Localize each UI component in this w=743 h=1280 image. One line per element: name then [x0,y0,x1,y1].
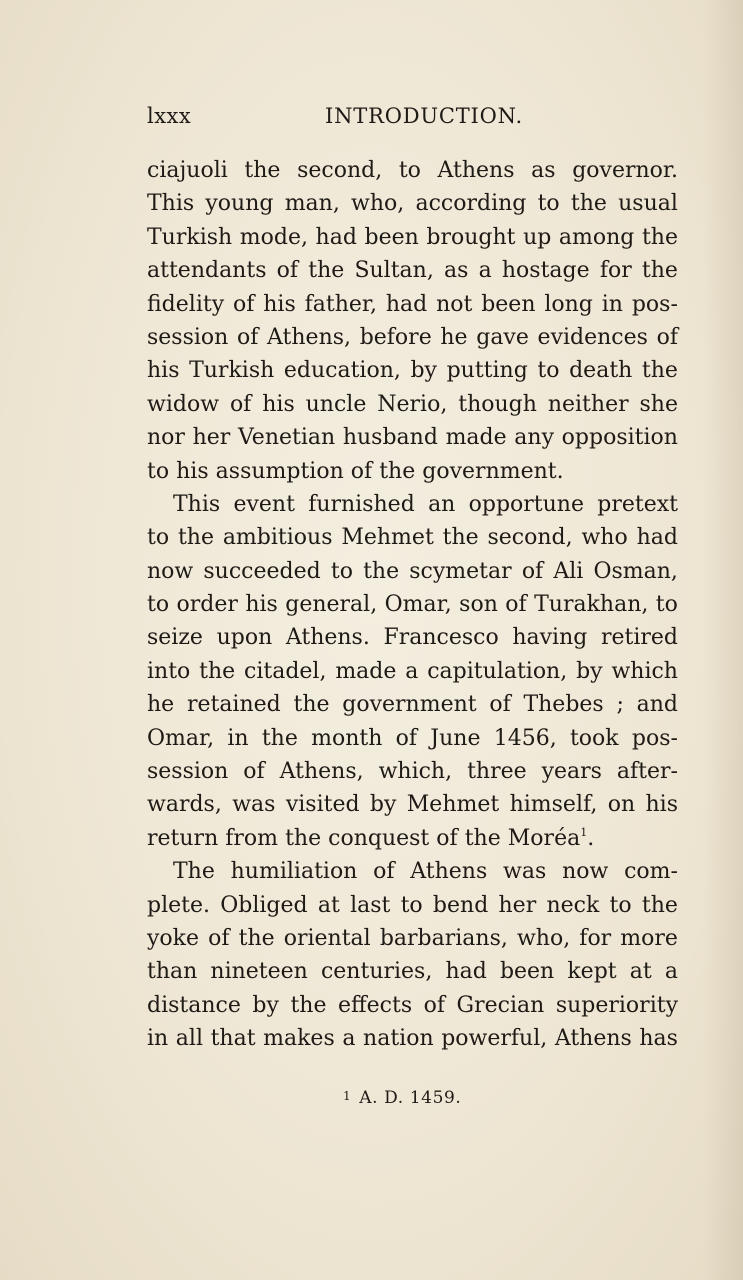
word: return [147,825,219,851]
text-line [147,555,678,588]
word: the [570,191,607,217]
word: father, [304,291,377,317]
text-line [147,922,678,955]
word: the [177,525,214,551]
word: among [558,224,635,250]
word: of [373,859,395,885]
word: mode, [239,224,308,250]
word: been [499,959,555,985]
word: seize [147,625,203,651]
word: her [192,425,231,451]
word: who, [351,191,405,217]
word: on [607,792,636,818]
word: opportune [468,491,584,517]
word: of [243,759,265,785]
word: in [227,725,249,751]
word: capitulation, [427,658,568,684]
word: Ali [553,558,584,584]
word: of [505,592,527,618]
word: as [444,258,469,284]
word: to [147,525,170,551]
word: the [199,658,236,684]
word: by [252,992,279,1018]
word: young [205,191,274,217]
footnote [343,1088,461,1108]
word: by [576,658,603,684]
word: government [342,692,477,718]
word: visited [285,792,360,818]
word: for [579,925,612,951]
word: Osman, [593,558,678,584]
word: to [147,458,170,484]
word: government. [422,458,564,484]
word: a [664,959,678,985]
word: usual [618,191,678,217]
word: pretext [597,491,678,517]
word: his [645,792,678,818]
text-line [147,154,678,187]
word: of [276,258,299,284]
word: the [379,458,416,484]
word: wards, [147,792,222,818]
word: retained [186,692,281,718]
text-line [147,221,678,254]
word: oriental [283,925,371,951]
word: of [350,458,373,484]
word: than [147,959,198,985]
word: had [636,525,678,551]
word: widow [147,391,220,417]
word: citadel, [244,658,327,684]
word: furnished [308,491,415,517]
text-line [147,521,678,554]
text-line [147,1022,678,1055]
word: Mehmet [341,525,434,551]
word: the [293,692,330,718]
word: pos- [631,291,678,317]
word: to [147,592,170,618]
word: according [415,191,527,217]
text-line [147,788,678,821]
word: in [601,291,623,317]
word: to [537,358,560,384]
word: Athens. [285,625,370,651]
word: Turkish [189,358,275,384]
word: at [317,892,340,918]
word: bend [432,892,489,918]
word: up [523,224,552,250]
word: three [467,759,527,785]
word: she [639,391,678,417]
word: his [176,458,209,484]
word: man, [284,191,340,217]
word: second, [487,525,573,551]
text-line [147,889,678,922]
word: brought [426,224,516,250]
word: Moréa$^1$. [507,825,595,851]
body-text [147,154,678,1056]
word: superiority [555,992,678,1018]
word: by [410,358,437,384]
word: neither [547,391,629,417]
word: now [147,558,194,584]
text-line [147,755,678,788]
text-line [147,187,678,220]
word: kept [567,959,617,985]
word: Athens [437,158,515,183]
page-header [147,104,677,134]
word: of [229,391,252,417]
word: to [330,558,353,584]
word: the [641,258,678,284]
word: of [656,324,678,350]
word: who, [516,925,571,951]
word: The [173,859,215,885]
word: the [244,158,281,183]
word: opposition [561,425,678,451]
word: the [641,892,678,918]
word: into [147,658,191,684]
word: to [398,158,421,183]
word: Nerio, [377,391,448,417]
word: the [641,224,678,250]
word: fidelity [147,291,225,317]
word: upon [216,625,273,651]
word: an [428,491,456,517]
word: assumption [215,458,344,484]
page-edge-shadow [703,0,743,1280]
word: of [395,725,418,751]
text-line [147,655,678,688]
word: the [285,825,322,851]
word: son [459,592,498,618]
footnote-mark: 1 [343,1089,352,1103]
word: This [147,191,195,217]
word: been [481,291,536,317]
word: com- [624,859,678,885]
word: scymetar [409,558,512,584]
word: husband [342,425,438,451]
word: succeeded [203,558,321,584]
word: of [489,692,511,718]
page-number: lxxx [147,104,192,128]
word: a [342,1026,356,1052]
word: not [436,291,473,317]
word: had [385,291,428,317]
word: by [369,792,397,818]
word: had [445,959,487,985]
word: order [176,592,238,618]
word: the [238,925,275,951]
word: Turakhan, [534,592,649,618]
word: ; [616,692,624,718]
word: of [232,291,255,317]
text-line [147,688,678,721]
word: event [233,491,295,517]
word: a [478,258,492,284]
footnote-reference: 1 [580,825,588,839]
word: took [569,725,619,751]
word: been [364,224,419,250]
word: yoke [147,925,200,951]
text-line [147,855,678,888]
word: This [173,491,221,517]
running-title: INTRODUCTION. [325,104,523,128]
word: Grecian [456,992,545,1018]
word: distance [147,992,241,1018]
word: nineteen [210,959,308,985]
word: powerful, [441,1026,548,1052]
word: makes [263,1026,335,1052]
text-line [147,955,678,988]
word: conquest [328,825,430,851]
word: which, [378,759,453,785]
word: gave [476,324,529,350]
word: Thebes [523,692,604,718]
word: the [261,725,298,751]
word: Athens [554,1026,632,1052]
word: governor. [572,158,678,183]
word: hostage [501,258,590,284]
word: Sultan, [354,258,434,284]
word: the [363,558,400,584]
word: has [639,1026,678,1052]
word: of [436,825,458,851]
word: barbarians, [379,925,508,951]
word: plete. [147,892,210,918]
word: nation [363,1026,434,1052]
word: for [599,258,632,284]
word: after- [616,759,678,785]
word: though [458,391,537,417]
text-line [147,388,678,421]
word: general, [285,592,378,618]
word: putting [446,358,528,384]
word: session [147,324,229,350]
word: retired [600,625,678,651]
word: humiliation [230,859,358,885]
text-line [147,621,678,654]
word: month [311,725,383,751]
word: his [263,291,296,317]
word: attendants [147,258,267,284]
word: last [350,892,391,918]
word: Mehmet [406,792,500,818]
word: second, [297,158,383,183]
footnote-text: A. D. 1459. [359,1088,462,1108]
word: Venetian [237,425,336,451]
word: to [537,191,560,217]
word: to [609,892,632,918]
word: in [147,1026,169,1052]
word: of [208,925,230,951]
word: and [636,692,678,718]
word: Athens, [279,759,364,785]
text-line [147,354,678,387]
word: June [430,725,481,751]
word: before [359,324,432,350]
word: neck [546,892,600,918]
word: which [611,658,678,684]
word: Athens [410,859,488,885]
word: of [521,558,544,584]
word: made [445,425,507,451]
word: to [655,592,678,618]
word: he [440,324,468,350]
text-line [147,455,678,488]
word: the [641,358,678,384]
word: his [245,592,278,618]
word: ciajuoli [147,158,228,183]
text-line [147,722,678,755]
word: long [544,291,593,317]
text-line [147,488,678,521]
word: to [400,892,423,918]
word: had [315,224,357,250]
word: was [232,792,276,818]
word: pos- [631,725,678,751]
word: years [541,759,602,785]
word: centuries, [320,959,433,985]
word: himself, [509,792,598,818]
text-line [147,254,678,287]
word: all [175,1026,203,1052]
text-line [147,588,678,621]
word: any [514,425,555,451]
text-line [147,989,678,1022]
word: effects [337,992,413,1018]
word: more [620,925,678,951]
word: now [562,859,609,885]
word: Athens, [267,324,352,350]
word: the [442,525,479,551]
text-line [147,321,678,354]
word: his [147,358,180,384]
word: the [290,992,327,1018]
word: his [262,391,295,417]
word: a [405,658,419,684]
word: from [225,825,279,851]
word: the [308,258,345,284]
word: 1456, [493,725,557,751]
word: that [210,1026,256,1052]
word: ambitious [222,525,333,551]
word: nor [147,425,185,451]
word: as [531,158,556,183]
word: death [569,358,633,384]
word: of [423,992,446,1018]
word: Obliged [220,892,308,918]
word: her [498,892,537,918]
word: uncle [305,391,367,417]
word: evidences [537,324,648,350]
word: at [629,959,652,985]
word: he [147,692,175,718]
word: was [503,859,547,885]
word: Francesco [383,625,499,651]
word: Omar, [384,592,452,618]
word: having [512,625,588,651]
text-line [147,288,678,321]
word: Omar, [147,725,215,751]
word: education, [283,358,401,384]
word: who [581,525,628,551]
word: of [237,324,259,350]
text-line [147,421,678,454]
text-line [147,822,678,855]
word: the [464,825,501,851]
word: made [335,658,397,684]
word: session [147,759,229,785]
word: Turkish [147,224,233,250]
